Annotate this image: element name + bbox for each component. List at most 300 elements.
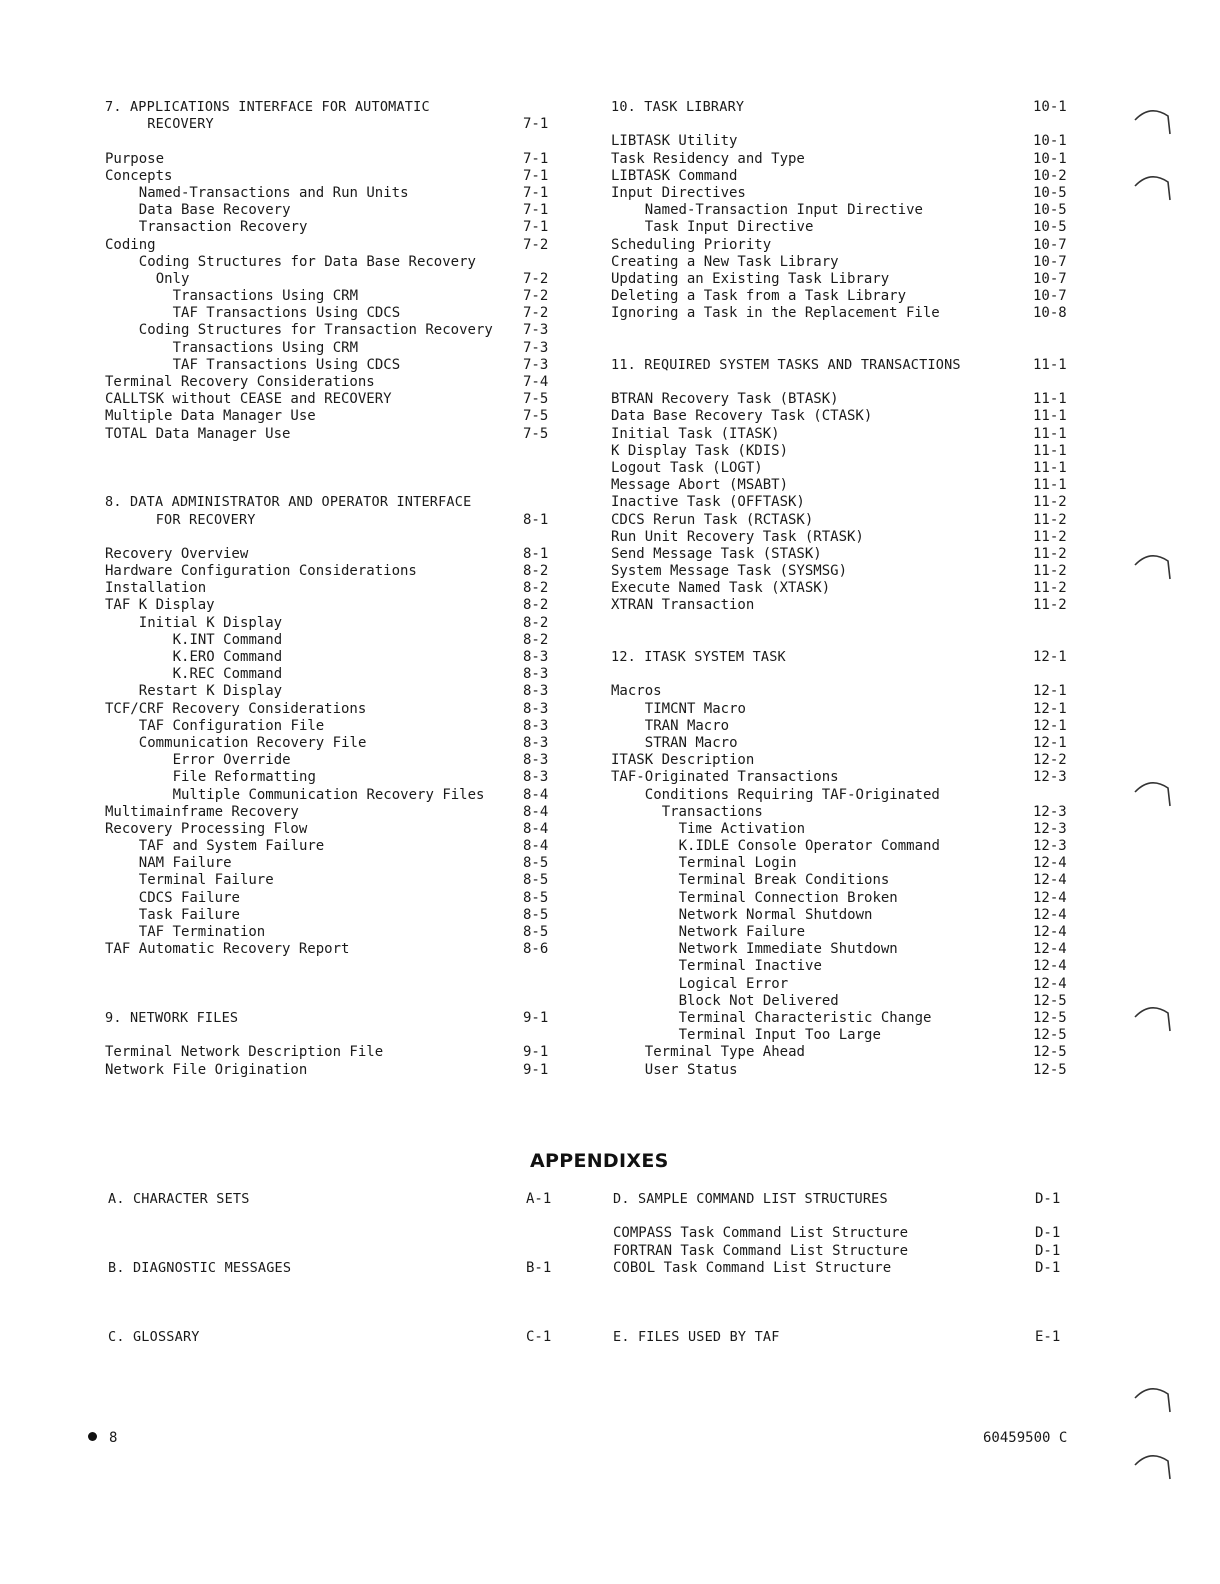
toc-spacer (611, 116, 1081, 133)
toc-page-number: 8-4 (523, 820, 549, 837)
toc-page-number: E-1 (1035, 1328, 1061, 1345)
toc-spacer (108, 1225, 568, 1242)
toc-entry-title: Task Failure (138, 906, 240, 923)
toc-entry (105, 288, 565, 305)
toc-page-number: 8-5 (523, 924, 549, 940)
toc-entry (611, 838, 1081, 855)
toc-entry (611, 787, 1081, 804)
toc-entry (105, 701, 565, 718)
toc-entry (105, 615, 565, 632)
toc-page-number: 9-1 (523, 1009, 549, 1026)
toc-page-number: 7-5 (523, 391, 549, 408)
toc-page-number: 12-4 (1033, 975, 1067, 992)
toc-spacer (611, 340, 1081, 357)
toc-page-number: 8-3 (523, 700, 549, 717)
toc-page-number: 12-3 (1033, 838, 1067, 855)
toc-page-number: 8-4 (523, 803, 549, 820)
toc-entry-title: User Status (644, 1061, 738, 1078)
toc-entry-title: Network Immediate Shutdown (678, 941, 898, 958)
toc-entry (611, 958, 1081, 975)
toc-entry (105, 168, 565, 185)
toc-entry (105, 1044, 565, 1061)
toc-entry-title: TAF and System Failure (138, 838, 325, 855)
toc-page-number: 12-4 (1033, 924, 1067, 940)
toc-entry (105, 322, 565, 339)
toc-entry (105, 151, 565, 168)
toc-entry (611, 254, 1081, 271)
toc-page-number: 8-5 (523, 889, 549, 906)
toc-entry-title: Named-Transactions and Run Units (138, 184, 409, 201)
toc-page-number: 7-2 (523, 270, 549, 287)
toc-entry (611, 185, 1081, 202)
toc-entry-title: System Message Task (SYSMSG) (611, 563, 848, 580)
toc-entry-title: Logout Task (LOGT) (611, 459, 763, 476)
toc-page-number: 11-2 (1033, 580, 1067, 597)
toc-spacer (105, 1027, 565, 1044)
toc-entry (105, 924, 565, 941)
toc-page-number: 10-5 (1033, 184, 1067, 201)
toc-entry-title: 10. TASK LIBRARY (611, 99, 745, 115)
toc-spacer (105, 529, 565, 546)
toc-entry-title: TAF Automatic Recovery Report (105, 941, 350, 958)
toc-entry (105, 219, 565, 236)
toc-entry (611, 752, 1081, 769)
toc-entry (611, 993, 1081, 1010)
toc-entry-title: STRAN Macro (644, 734, 738, 751)
toc-entry (611, 391, 1081, 408)
document-number: 60459500 C (983, 1430, 1068, 1446)
toc-entry (105, 735, 565, 752)
toc-page-number: 8-5 (523, 855, 549, 872)
toc-entry-title: Terminal Recovery Considerations (105, 374, 375, 390)
toc-entry (105, 254, 565, 271)
toc-page-number: 7-1 (523, 150, 549, 167)
toc-page-number: 7-1 (523, 184, 549, 201)
toc-page-number: 11-1 (1033, 356, 1067, 373)
toc-entry-title: CDCS Failure (138, 889, 240, 906)
toc-section-heading (611, 99, 1081, 116)
punch-hole-icon (1132, 100, 1172, 136)
toc-entry (105, 391, 565, 408)
toc-page-number: 7-1 (523, 167, 549, 184)
toc-entry-title: Terminal Input Too Large (678, 1027, 881, 1044)
toc-entry-title: CALLTSK without CEASE and RECOVERY (105, 391, 392, 408)
toc-page-number: 10-7 (1033, 288, 1067, 305)
toc-page-number: 10-2 (1033, 167, 1067, 184)
toc-page-number: 8-5 (523, 872, 549, 889)
toc-entry (611, 305, 1081, 322)
toc-entry-title: Logical Error (678, 975, 789, 992)
toc-spacer (105, 958, 565, 975)
toc-spacer (613, 1277, 1083, 1294)
toc-entry-title: Task Residency and Type (611, 150, 805, 167)
page-footer-left (88, 1430, 117, 1446)
toc-entry-title: Deleting a Task from a Task Library (611, 288, 907, 305)
toc-entry-title: C. GLOSSARY (108, 1328, 200, 1345)
toc-entry-title: Transactions (661, 803, 763, 820)
toc-entry-title: Terminal Login (678, 855, 797, 872)
toc-page-number: 11-1 (1033, 477, 1067, 494)
toc-entry-title: TAF Termination (138, 924, 266, 940)
toc-page-number: 8-3 (523, 769, 549, 786)
toc-entry-title: Coding (105, 236, 156, 253)
toc-page-number: 7-4 (523, 374, 549, 390)
toc-entry (105, 374, 565, 391)
toc-entry-title: COBOL Task Command List Structure (613, 1259, 892, 1276)
toc-entry (105, 271, 565, 288)
toc-entry (611, 821, 1081, 838)
toc-page-number: 12-1 (1033, 700, 1067, 717)
toc-entry (611, 597, 1081, 614)
toc-entry-title: LIBTASK Utility (611, 133, 738, 150)
toc-page-number: 10-5 (1033, 202, 1067, 219)
toc-entry-title: Recovery Overview (105, 545, 249, 562)
toc-entry-title: K Display Task (KDIS) (611, 442, 789, 459)
bullet-icon (88, 1432, 97, 1441)
toc-page-number: 12-4 (1033, 889, 1067, 906)
punch-hole-icon (1132, 166, 1172, 202)
toc-page-number: 7-3 (523, 339, 549, 356)
toc-entry-title: Multiple Data Manager Use (105, 408, 316, 425)
toc-page-number: 8-2 (523, 631, 549, 648)
toc-page-number: 8-4 (523, 786, 549, 803)
toc-spacer (108, 1277, 568, 1294)
toc-spacer (105, 460, 565, 477)
toc-entry (611, 443, 1081, 460)
toc-entry-title: K.IDLE Console Operator Command (678, 838, 940, 855)
toc-page-number: 12-5 (1033, 1027, 1067, 1044)
toc-entry (611, 1044, 1081, 1061)
toc-entry-title: K.INT Command (172, 631, 283, 648)
toc-page-number: 10-7 (1033, 270, 1067, 287)
toc-page-number: 7-2 (523, 305, 549, 322)
toc-entry-title: Block Not Delivered (678, 992, 839, 1009)
toc-entry (611, 735, 1081, 752)
toc-page-number: 12-5 (1033, 1044, 1067, 1061)
toc-entry (105, 872, 565, 889)
toc-entry (611, 546, 1081, 563)
punch-hole-icon (1132, 997, 1172, 1033)
toc-page-number: 10-1 (1033, 150, 1067, 167)
toc-entry-title: 11. REQUIRED SYSTEM TASKS AND TRANSACTIONS (611, 356, 961, 373)
toc-page-number: 11-1 (1033, 408, 1067, 425)
toc-entry (611, 219, 1081, 236)
toc-page-number: 11-1 (1033, 391, 1067, 408)
toc-page-number: 7-5 (523, 408, 549, 425)
toc-entry-title: Restart K Display (138, 683, 283, 700)
toc-entry (611, 976, 1081, 993)
toc-entry (611, 804, 1081, 821)
toc-entry (611, 408, 1081, 425)
toc-page-number: 8-3 (523, 752, 549, 769)
toc-entry-title: Network Normal Shutdown (678, 906, 873, 923)
toc-entry-title: TIMCNT Macro (644, 700, 746, 717)
toc-entry-title: BTRAN Recovery Task (BTASK) (611, 391, 839, 408)
toc-entry-title: FOR RECOVERY (155, 511, 256, 528)
toc-page-number: D-1 (1035, 1191, 1061, 1207)
toc-page-number: 12-4 (1033, 941, 1067, 958)
toc-page-number: 8-1 (523, 511, 549, 528)
toc-entry-title: TAF Transactions Using CDCS (172, 305, 401, 322)
toc-page-number: 8-5 (523, 906, 549, 923)
toc-page-number: 8-3 (523, 683, 549, 700)
toc-page-number: 11-1 (1033, 442, 1067, 459)
toc-entry-title: Scheduling Priority (611, 236, 772, 253)
toc-entry-title: Purpose (105, 150, 165, 167)
toc-spacer (105, 976, 565, 993)
appendix-left-column (108, 1191, 568, 1346)
toc-page-number: 11-2 (1033, 511, 1067, 528)
toc-page-number: 7-2 (523, 236, 549, 253)
toc-section-heading (108, 1191, 568, 1208)
toc-page-number: 10-8 (1033, 305, 1067, 322)
toc-page-number: 12-4 (1033, 906, 1067, 923)
toc-page-number: 7-1 (523, 116, 549, 133)
toc-entry-title: B. DIAGNOSTIC MESSAGES (108, 1259, 292, 1276)
toc-spacer (611, 615, 1081, 632)
toc-entry (611, 941, 1081, 958)
toc-entry (611, 202, 1081, 219)
toc-section-heading (108, 1329, 568, 1346)
toc-entry (105, 907, 565, 924)
toc-entry (105, 237, 565, 254)
toc-page-number: 7-3 (523, 322, 549, 339)
toc-page-number: 8-2 (523, 597, 549, 614)
toc-entry-title: Terminal Inactive (678, 958, 822, 975)
toc-entry-title: Terminal Break Conditions (678, 872, 890, 889)
toc-entry-title: TOTAL Data Manager Use (105, 425, 291, 442)
toc-page-number: 8-3 (523, 734, 549, 751)
toc-entry-title: TAF K Display (105, 597, 215, 614)
toc-entry (611, 769, 1081, 786)
toc-entry (105, 546, 565, 563)
toc-spacer (108, 1294, 568, 1311)
toc-entry (611, 683, 1081, 700)
toc-entry (611, 288, 1081, 305)
toc-section-heading (613, 1191, 1083, 1208)
toc-section-heading (105, 494, 565, 511)
toc-entry-title: TAF Configuration File (138, 717, 325, 734)
toc-entry-title: Error Override (172, 752, 291, 769)
toc-entry-title: K.REC Command (172, 666, 283, 683)
toc-page-number: B-1 (526, 1259, 552, 1276)
toc-entry (611, 133, 1081, 150)
toc-entry-title: Time Activation (678, 820, 806, 837)
toc-entry-title: ITASK Description (611, 752, 755, 769)
toc-spacer (108, 1243, 568, 1260)
toc-entry (105, 941, 565, 958)
toc-entry (611, 701, 1081, 718)
toc-entry (611, 168, 1081, 185)
toc-entry-title: File Reformatting (172, 769, 316, 786)
toc-page-number: 12-5 (1033, 1061, 1067, 1078)
toc-entry-title: Terminal Network Description File (105, 1044, 384, 1061)
toc-entry-title: Input Directives (611, 184, 746, 201)
toc-entry-title: CDCS Rerun Task (RCTASK) (611, 511, 814, 528)
toc-entry (611, 890, 1081, 907)
toc-section-heading (105, 116, 565, 133)
toc-page-number: 12-4 (1033, 855, 1067, 872)
toc-entry-title: TRAN Macro (644, 717, 730, 734)
toc-page-number: 11-1 (1033, 459, 1067, 476)
toc-entry-title: Message Abort (MSABT) (611, 477, 789, 494)
toc-section-heading (108, 1260, 568, 1277)
toc-page-number: 10-7 (1033, 253, 1067, 270)
toc-page-number: 12-3 (1033, 820, 1067, 837)
toc-entry-title: 8. DATA ADMINISTRATOR AND OPERATOR INTERFACE (105, 494, 472, 511)
toc-page-number: 8-2 (523, 580, 549, 597)
toc-entry-title: Multiple Communication Recovery Files (172, 786, 485, 803)
toc-entry-title: Terminal Failure (138, 872, 274, 889)
toc-entry-title: TCF/CRF Recovery Considerations (105, 700, 367, 717)
toc-entry (105, 426, 565, 443)
toc-page-number: 12-5 (1033, 992, 1067, 1009)
toc-page-number: 7-1 (523, 202, 549, 219)
toc-entry (611, 529, 1081, 546)
toc-entry (105, 1062, 565, 1079)
toc-page-number: 7-3 (523, 356, 549, 373)
toc-page-number: 8-2 (523, 614, 549, 631)
toc-entry-title: Terminal Type Ahead (644, 1044, 805, 1061)
toc-page-number: 10-1 (1033, 133, 1067, 150)
toc-right-column (611, 99, 1081, 1079)
toc-entry (611, 855, 1081, 872)
toc-spacer (108, 1311, 568, 1328)
toc-entry-title: Hardware Configuration Considerations (105, 563, 417, 580)
toc-entry-title: LIBTASK Command (611, 167, 738, 184)
toc-entry (105, 185, 565, 202)
toc-spacer (105, 133, 565, 150)
toc-page-number: 12-1 (1033, 734, 1067, 751)
toc-section-heading (105, 512, 565, 529)
toc-page-number: 10-1 (1033, 99, 1067, 115)
toc-page-number: 11-2 (1033, 597, 1067, 614)
toc-entry-title: Communication Recovery File (138, 734, 367, 751)
toc-entry-title: Transactions Using CRM (172, 339, 359, 356)
toc-entry (105, 769, 565, 786)
toc-entry-title: Send Message Task (STASK) (611, 545, 822, 562)
toc-entry-title: NAM Failure (138, 855, 232, 872)
toc-entry-title: Only (155, 270, 190, 287)
toc-spacer (105, 477, 565, 494)
toc-entry-title: Network Failure (678, 924, 806, 940)
toc-entry (105, 597, 565, 614)
toc-entry (613, 1243, 1083, 1260)
toc-spacer (611, 322, 1081, 339)
toc-page-number: 12-5 (1033, 1009, 1067, 1026)
toc-spacer (105, 443, 565, 460)
toc-entry-title: E. FILES USED BY TAF (613, 1328, 780, 1345)
toc-page-number: 12-3 (1033, 803, 1067, 820)
toc-entry (611, 1062, 1081, 1079)
toc-page-number: 10-5 (1033, 219, 1067, 236)
toc-entry-title: Task Input Directive (644, 219, 814, 236)
toc-entry-title: Data Base Recovery Task (CTASK) (611, 408, 873, 425)
toc-entry (105, 202, 565, 219)
toc-entry (105, 305, 565, 322)
toc-page-number: A-1 (526, 1191, 552, 1207)
toc-entry-title: Installation (105, 580, 207, 597)
toc-entry-title: Initial K Display (138, 614, 283, 631)
toc-page-number: 7-1 (523, 219, 549, 236)
toc-page-number: 9-1 (523, 1061, 549, 1078)
toc-spacer (613, 1294, 1083, 1311)
punch-hole-icon (1132, 1378, 1172, 1414)
toc-entry (105, 855, 565, 872)
toc-entry (105, 666, 565, 683)
toc-entry-title: RECOVERY (147, 116, 214, 133)
toc-entry (105, 890, 565, 907)
toc-page-number: 11-1 (1033, 425, 1067, 442)
toc-entry-title: Concepts (105, 167, 173, 184)
toc-page-number: 12-2 (1033, 752, 1067, 769)
toc-spacer (611, 374, 1081, 391)
toc-entry-title: Transactions Using CRM (172, 288, 359, 305)
toc-entry-title: A. CHARACTER SETS (108, 1191, 250, 1207)
toc-entry (611, 872, 1081, 889)
toc-spacer (611, 632, 1081, 649)
toc-page-number: 8-3 (523, 717, 549, 734)
toc-entry-title: Named-Transaction Input Directive (644, 202, 923, 219)
toc-entry-title: XTRAN Transaction (611, 597, 755, 614)
toc-entry (613, 1225, 1083, 1242)
toc-page-number: 11-2 (1033, 563, 1067, 580)
toc-spacer (613, 1311, 1083, 1328)
punch-hole-icon (1132, 1445, 1172, 1481)
toc-entry (611, 494, 1081, 511)
toc-page-number: 12-4 (1033, 958, 1067, 975)
page-number: 8 (109, 1430, 118, 1446)
toc-page-number: 11-2 (1033, 528, 1067, 545)
toc-entry-title: Multimainframe Recovery (105, 803, 299, 820)
toc-entry-title: Execute Named Task (XTASK) (611, 580, 831, 597)
toc-entry-title: 12. ITASK SYSTEM TASK (611, 649, 786, 665)
toc-entry-title: Run Unit Recovery Task (RTASK) (611, 528, 864, 545)
toc-entry (611, 151, 1081, 168)
toc-page-number: 12-1 (1033, 649, 1067, 665)
toc-entry-title: Coding Structures for Data Base Recovery (138, 253, 476, 270)
toc-page-number: C-1 (526, 1328, 552, 1345)
toc-entry (611, 924, 1081, 941)
toc-entry (105, 408, 565, 425)
toc-entry (611, 426, 1081, 443)
toc-page-number: 8-4 (523, 838, 549, 855)
toc-entry (105, 683, 565, 700)
toc-page-number: 12-3 (1033, 769, 1067, 786)
appendix-right-column (613, 1191, 1083, 1346)
toc-section-heading (105, 1010, 565, 1027)
toc-spacer (611, 666, 1081, 683)
toc-page-number: 9-1 (523, 1044, 549, 1061)
toc-entry-title: Network File Origination (105, 1061, 308, 1078)
toc-section-heading (105, 99, 565, 116)
toc-entry-title: FORTRAN Task Command List Structure (613, 1242, 909, 1259)
toc-entry (611, 512, 1081, 529)
toc-page-number: D-1 (1035, 1259, 1061, 1276)
toc-entry (611, 271, 1081, 288)
toc-entry (105, 632, 565, 649)
toc-entry-title: Initial Task (ITASK) (611, 425, 780, 442)
toc-entry (105, 340, 565, 357)
toc-page-number: 7-5 (523, 425, 549, 442)
toc-left-column (105, 99, 565, 1079)
toc-entry (105, 838, 565, 855)
toc-entry (613, 1260, 1083, 1277)
toc-entry-title: Data Base Recovery (138, 202, 291, 219)
toc-entry (611, 563, 1081, 580)
toc-entry-title: 9. NETWORK FILES (105, 1009, 239, 1026)
toc-page-number: 7-2 (523, 288, 549, 305)
